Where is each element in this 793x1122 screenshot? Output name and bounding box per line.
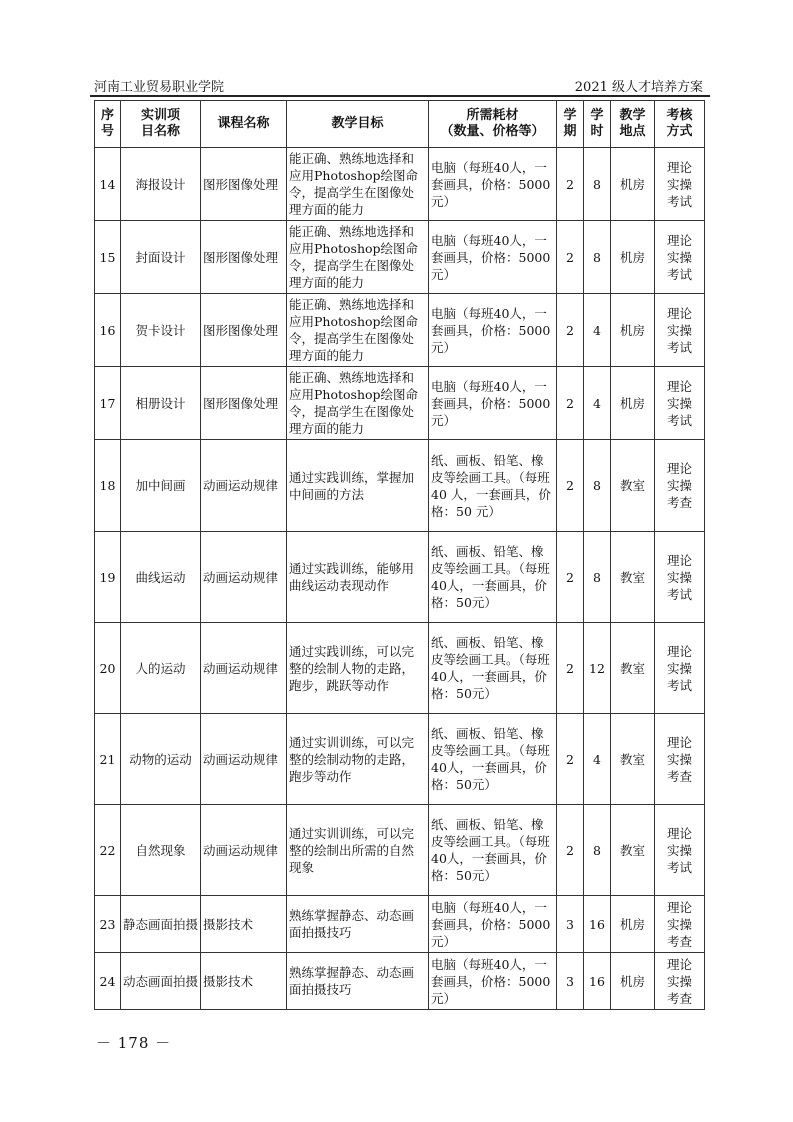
column-header-line: 方式 (666, 124, 693, 139)
hours-cell: 16 (584, 953, 611, 1010)
location-cell: 机房 (611, 367, 655, 440)
exam-method-cell: 理论实操考试 (655, 532, 705, 623)
materials-cell: 纸、画板、铅笔、橡皮等绘画工具。（每班40人，一套画具，价格：50元） (429, 805, 557, 896)
row-number-cell: 15 (95, 221, 121, 294)
course-name-cell: 摄影技术 (201, 953, 287, 1010)
row-number-cell: 17 (95, 367, 121, 440)
column-header-term (557, 101, 584, 148)
column-header-line: 实训项 (140, 108, 180, 123)
course-name-cell: 动画运动规律 (201, 714, 287, 805)
exam-method-cell: 理论实操考查 (655, 953, 705, 1010)
teaching-goal-cell: 能正确、熟练地选择和应用Photoshop绘图命令，提高学生在图像处理方面的能力 (287, 294, 429, 367)
exam-method-cell: 理论实操考试 (655, 805, 705, 896)
project-name-cell: 动物的运动 (121, 714, 201, 805)
column-header-line: 时 (590, 124, 604, 139)
table-row (95, 221, 705, 294)
materials-cell: 纸、画板、铅笔、橡皮等绘画工具。（每班40人，一套画具，价格：50元） (429, 532, 557, 623)
table-row (95, 367, 705, 440)
table-row (95, 896, 705, 953)
teaching-goal-cell: 通过实践训练，掌握加中间画的方法 (287, 440, 429, 532)
table-header-row (95, 101, 705, 148)
teaching-goal-cell: 熟练掌握静态、动态画面拍摄技巧 (287, 953, 429, 1010)
table-row (95, 294, 705, 367)
exam-method-cell: 理论实操考试 (655, 294, 705, 367)
exam-method-cell: 理论实操考查 (655, 896, 705, 953)
column-header-line: 序 (100, 108, 114, 123)
column-header-line: 地点 (619, 124, 646, 139)
course-name-cell: 动画运动规律 (201, 440, 287, 532)
column-header-line: 号 (100, 124, 114, 139)
course-name-cell: 图形图像处理 (201, 294, 287, 367)
teaching-goal-cell: 熟练掌握静态、动态画面拍摄技巧 (287, 896, 429, 953)
project-name-cell: 贺卡设计 (121, 294, 201, 367)
column-header-line: 考核 (666, 108, 693, 123)
project-name-cell: 相册设计 (121, 367, 201, 440)
project-name-cell: 自然现象 (121, 805, 201, 896)
column-header-line: 所需耗材 (466, 108, 519, 123)
table-row (95, 953, 705, 1010)
term-cell: 2 (557, 805, 584, 896)
page-number: － 178 － (96, 1034, 172, 1052)
column-header-line: 期 (563, 124, 577, 139)
hours-cell: 8 (584, 805, 611, 896)
hours-cell: 4 (584, 367, 611, 440)
materials-cell: 纸、画板、铅笔、橡皮等绘画工具。（每班40人，一套画具，价格：50元） (429, 623, 557, 714)
column-header-line: 学 (563, 108, 577, 123)
exam-method-cell: 理论实操考查 (655, 714, 705, 805)
location-cell: 教室 (611, 714, 655, 805)
table-row (95, 714, 705, 805)
training-projects-table (94, 100, 705, 1010)
term-cell: 2 (557, 532, 584, 623)
table-row (95, 805, 705, 896)
term-cell: 3 (557, 953, 584, 1010)
header-rule (90, 95, 710, 97)
hours-cell: 4 (584, 714, 611, 805)
column-header-line: 课程名称 (217, 116, 270, 131)
teaching-goal-cell: 能正确、熟练地选择和应用Photoshop绘图命令，提高学生在图像处理方面的能力 (287, 148, 429, 221)
table-row (95, 440, 705, 532)
term-cell: 2 (557, 714, 584, 805)
table-body (95, 148, 705, 1010)
location-cell: 机房 (611, 953, 655, 1010)
table-row (95, 148, 705, 221)
row-number-cell: 14 (95, 148, 121, 221)
column-header-location (611, 101, 655, 148)
term-cell: 2 (557, 294, 584, 367)
materials-cell: 电脑（每班40人，一套画具，价格：5000元） (429, 367, 557, 440)
header-institution: 河南工业贸易职业学院 (94, 80, 225, 95)
materials-cell: 电脑（每班40人，一套画具，价格：5000元） (429, 221, 557, 294)
location-cell: 机房 (611, 294, 655, 367)
materials-cell: 电脑（每班40人，一套画具，价格：5000元） (429, 148, 557, 221)
exam-method-cell: 理论实操考试 (655, 367, 705, 440)
term-cell: 2 (557, 623, 584, 714)
hours-cell: 8 (584, 532, 611, 623)
location-cell: 教室 (611, 440, 655, 532)
column-header-goal (287, 101, 429, 148)
term-cell: 3 (557, 896, 584, 953)
hours-cell: 8 (584, 148, 611, 221)
hours-cell: 8 (584, 221, 611, 294)
column-header-line: 教学 (619, 108, 646, 123)
table-row (95, 623, 705, 714)
term-cell: 2 (557, 148, 584, 221)
project-name-cell: 加中间画 (121, 440, 201, 532)
materials-cell: 纸、画板、铅笔、橡皮等绘画工具。（每班40人，一套画具，价格：50元） (429, 714, 557, 805)
course-name-cell: 图形图像处理 (201, 221, 287, 294)
course-name-cell: 摄影技术 (201, 896, 287, 953)
project-name-cell: 曲线运动 (121, 532, 201, 623)
row-number-cell: 18 (95, 440, 121, 532)
teaching-goal-cell: 通过实践训练，可以完整的绘制人物的走路，跑步，跳跃等动作 (287, 623, 429, 714)
term-cell: 2 (557, 367, 584, 440)
materials-cell: 电脑（每班40人，一套画具，价格：5000元） (429, 953, 557, 1010)
column-header-line: 学 (590, 108, 604, 123)
hours-cell: 16 (584, 896, 611, 953)
project-name-cell: 人的运动 (121, 623, 201, 714)
project-name-cell: 海报设计 (121, 148, 201, 221)
location-cell: 教室 (611, 623, 655, 714)
row-number-cell: 19 (95, 532, 121, 623)
row-number-cell: 20 (95, 623, 121, 714)
materials-cell: 电脑（每班40人，一套画具，价格：5000元） (429, 294, 557, 367)
teaching-goal-cell: 能正确、熟练地选择和应用Photoshop绘图命令，提高学生在图像处理方面的能力 (287, 221, 429, 294)
row-number-cell: 23 (95, 896, 121, 953)
project-name-cell: 静态画面拍摄 (121, 896, 201, 953)
row-number-cell: 24 (95, 953, 121, 1010)
column-header-materials (429, 101, 557, 148)
course-name-cell: 动画运动规律 (201, 532, 287, 623)
column-header-line: （数量、价格等） (440, 124, 545, 139)
column-header-exam (655, 101, 705, 148)
column-header-project (121, 101, 201, 148)
column-header-hours (584, 101, 611, 148)
exam-method-cell: 理论实操考试 (655, 148, 705, 221)
project-name-cell: 动态画面拍摄 (121, 953, 201, 1010)
course-name-cell: 图形图像处理 (201, 367, 287, 440)
hours-cell: 4 (584, 294, 611, 367)
location-cell: 机房 (611, 896, 655, 953)
course-name-cell: 图形图像处理 (201, 148, 287, 221)
exam-method-cell: 理论实操考试 (655, 221, 705, 294)
teaching-goal-cell: 通过实训训练，可以完整的绘制动物的走路，跑步等动作 (287, 714, 429, 805)
exam-method-cell: 理论实操考试 (655, 623, 705, 714)
hours-cell: 8 (584, 440, 611, 532)
column-header-course (201, 101, 287, 148)
materials-cell: 纸、画板、铅笔、橡皮等绘画工具。（每班 40 人，一套画具，价格：50 元） (429, 440, 557, 532)
location-cell: 教室 (611, 805, 655, 896)
term-cell: 2 (557, 221, 584, 294)
location-cell: 机房 (611, 148, 655, 221)
row-number-cell: 22 (95, 805, 121, 896)
project-name-cell: 封面设计 (121, 221, 201, 294)
header-plan-title: 2021 级人才培养方案 (574, 80, 703, 95)
course-name-cell: 动画运动规律 (201, 623, 287, 714)
teaching-goal-cell: 通过实训训练，可以完整的绘制出所需的自然现象 (287, 805, 429, 896)
column-header-no (95, 101, 121, 148)
exam-method-cell: 理论实操考查 (655, 440, 705, 532)
column-header-line: 目名称 (140, 124, 180, 139)
column-header-line: 教学目标 (331, 116, 384, 131)
materials-cell: 电脑（每班40人，一套画具，价格：5000元） (429, 896, 557, 953)
table-row (95, 532, 705, 623)
row-number-cell: 21 (95, 714, 121, 805)
row-number-cell: 16 (95, 294, 121, 367)
teaching-goal-cell: 能正确、熟练地选择和应用Photoshop绘图命令，提高学生在图像处理方面的能力 (287, 367, 429, 440)
course-name-cell: 动画运动规律 (201, 805, 287, 896)
hours-cell: 12 (584, 623, 611, 714)
location-cell: 机房 (611, 221, 655, 294)
location-cell: 教室 (611, 532, 655, 623)
teaching-goal-cell: 通过实践训练，能够用曲线运动表现动作 (287, 532, 429, 623)
term-cell: 2 (557, 440, 584, 532)
